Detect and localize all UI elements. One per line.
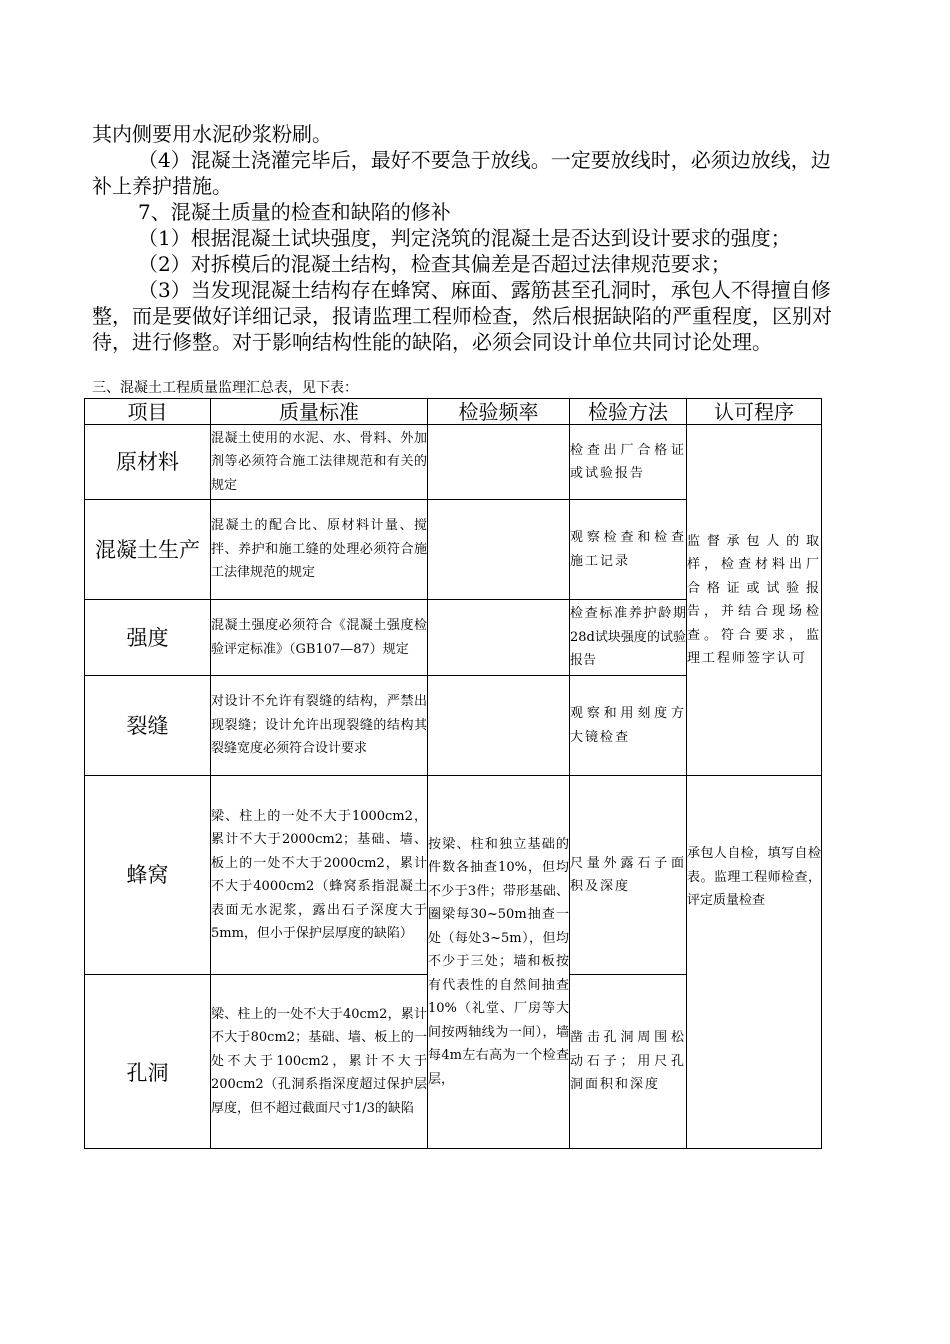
header-method: 检验方法 xyxy=(570,399,687,425)
row-standard: 混凝土强度必须符合《混凝土强度检验评定标准》（GB107—87）规定 xyxy=(211,600,428,676)
row-method: 尺量外露石子面积及深度 xyxy=(570,776,687,975)
row-frequency-empty xyxy=(428,500,570,600)
paragraph-layout-after-pour: （4）混凝土浇灌完毕后，最好不要急于放线。一定要放线时，必须边放线，边补上养护措施。 xyxy=(92,148,831,198)
row-method: 观察和用刻度方大镜检查 xyxy=(570,676,687,776)
row-item-strength: 强度 xyxy=(85,600,211,676)
header-approval: 认可程序 xyxy=(687,399,822,425)
inspection-frequency-defects: 按梁、柱和独立基础的件数各抽查10%，但均不少于3件；带形基础、圈梁每30~50m抽查一处（每处3~5m），但均不少于三处；墙和板按有代表性的自然间抽查10%（礼堂、厂房等大间按两轴线为一间），墙每4m左右高为一个检查层， xyxy=(428,776,570,1149)
section-heading-quality-check: 7、混凝土质量的检查和缺陷的修补 xyxy=(138,200,451,224)
header-standard: 质量标准 xyxy=(211,399,428,425)
row-method: 观察检查和检查施工记录 xyxy=(570,500,687,600)
row-item-concrete-production: 混凝土生产 xyxy=(85,500,211,600)
table-caption: 三、混凝土工程质量监理汇总表，见下表： xyxy=(92,380,358,396)
row-frequency-empty xyxy=(428,600,570,676)
row-item-cracks: 裂缝 xyxy=(85,676,211,776)
table-row xyxy=(85,776,822,975)
row-frequency-empty xyxy=(428,676,570,776)
row-method: 凿击孔洞周围松动石子；用尺孔洞面积和深度 xyxy=(570,975,687,1149)
paragraph-deviation-check: （2）对拆模后的混凝土结构，检查其偏差是否超过法律规范要求； xyxy=(138,252,731,276)
row-standard: 梁、柱上的一处不大于1000cm2，累计不大于2000cm2；基础、墙、板上的一处不大于2000cm2，累计不大于4000cm2（蜂窝系指混凝土表面无水泥浆，露出石子深度大于5mm，但小于保护层厚度的缺陷） xyxy=(211,776,428,975)
row-standard: 梁、柱上的一处不大于40cm2，累计不大于80cm2；基础、墙、板上的一处不大于100cm2，累计不大于200cm2（孔洞系指深度超过保护层厚度，但不超过截面尺寸1/3的缺陷 xyxy=(211,975,428,1149)
row-method: 检查出厂合格证或试验报告 xyxy=(570,425,687,500)
table-header-row xyxy=(85,399,822,425)
paragraph-defect-handling: （3）当发现混凝土结构存在蜂窝、麻面、露筋甚至孔洞时，承包人不得擅自修整，而是要做好详细记录，报请监理工程师检查，然后根据缺陷的严重程度，区别对待，进行修整。对于影响结构性能的缺陷，必须会同设计单位共同讨论处理。 xyxy=(92,278,832,354)
header-item: 项目 xyxy=(85,399,211,425)
approval-procedure-general: 监督承包人的取样，检查材料出厂合格证或试验报告，并结合现场检查。符合要求，监理工程师签字认可 xyxy=(687,425,822,776)
row-item-raw-materials: 原材料 xyxy=(85,425,211,500)
quality-supervision-table xyxy=(84,398,822,1149)
row-standard: 对设计不允许有裂缝的结构，严禁出现裂缝；设计允许出现裂缝的结构其裂缝宽度必须符合设计要求 xyxy=(211,676,428,776)
table-row xyxy=(85,425,822,500)
approval-procedure-defects: 承包人自检，填写自检表。监理工程师检查，评定质量检查 xyxy=(687,776,822,1149)
paragraph-plaster: 其内侧要用水泥砂浆粉刷。 xyxy=(92,122,332,146)
paragraph-strength-check: （1）根据混凝土试块强度，判定浇筑的混凝土是否达到设计要求的强度； xyxy=(138,226,791,250)
row-frequency-empty xyxy=(428,425,570,500)
row-standard: 混凝土使用的水泥、水、骨料、外加剂等必须符合施工法律规范和有关的规定 xyxy=(211,425,428,500)
row-method: 检查标准养护龄期28d试块强度的试验报告 xyxy=(570,600,687,676)
row-item-holes: 孔洞 xyxy=(85,975,211,1149)
header-frequency: 检验频率 xyxy=(428,399,570,425)
row-standard: 混凝土的配合比、原材料计量、搅拌、养护和施工缝的处理必须符合施工法律规范的规定 xyxy=(211,500,428,600)
row-item-honeycomb: 蜂窝 xyxy=(85,776,211,975)
